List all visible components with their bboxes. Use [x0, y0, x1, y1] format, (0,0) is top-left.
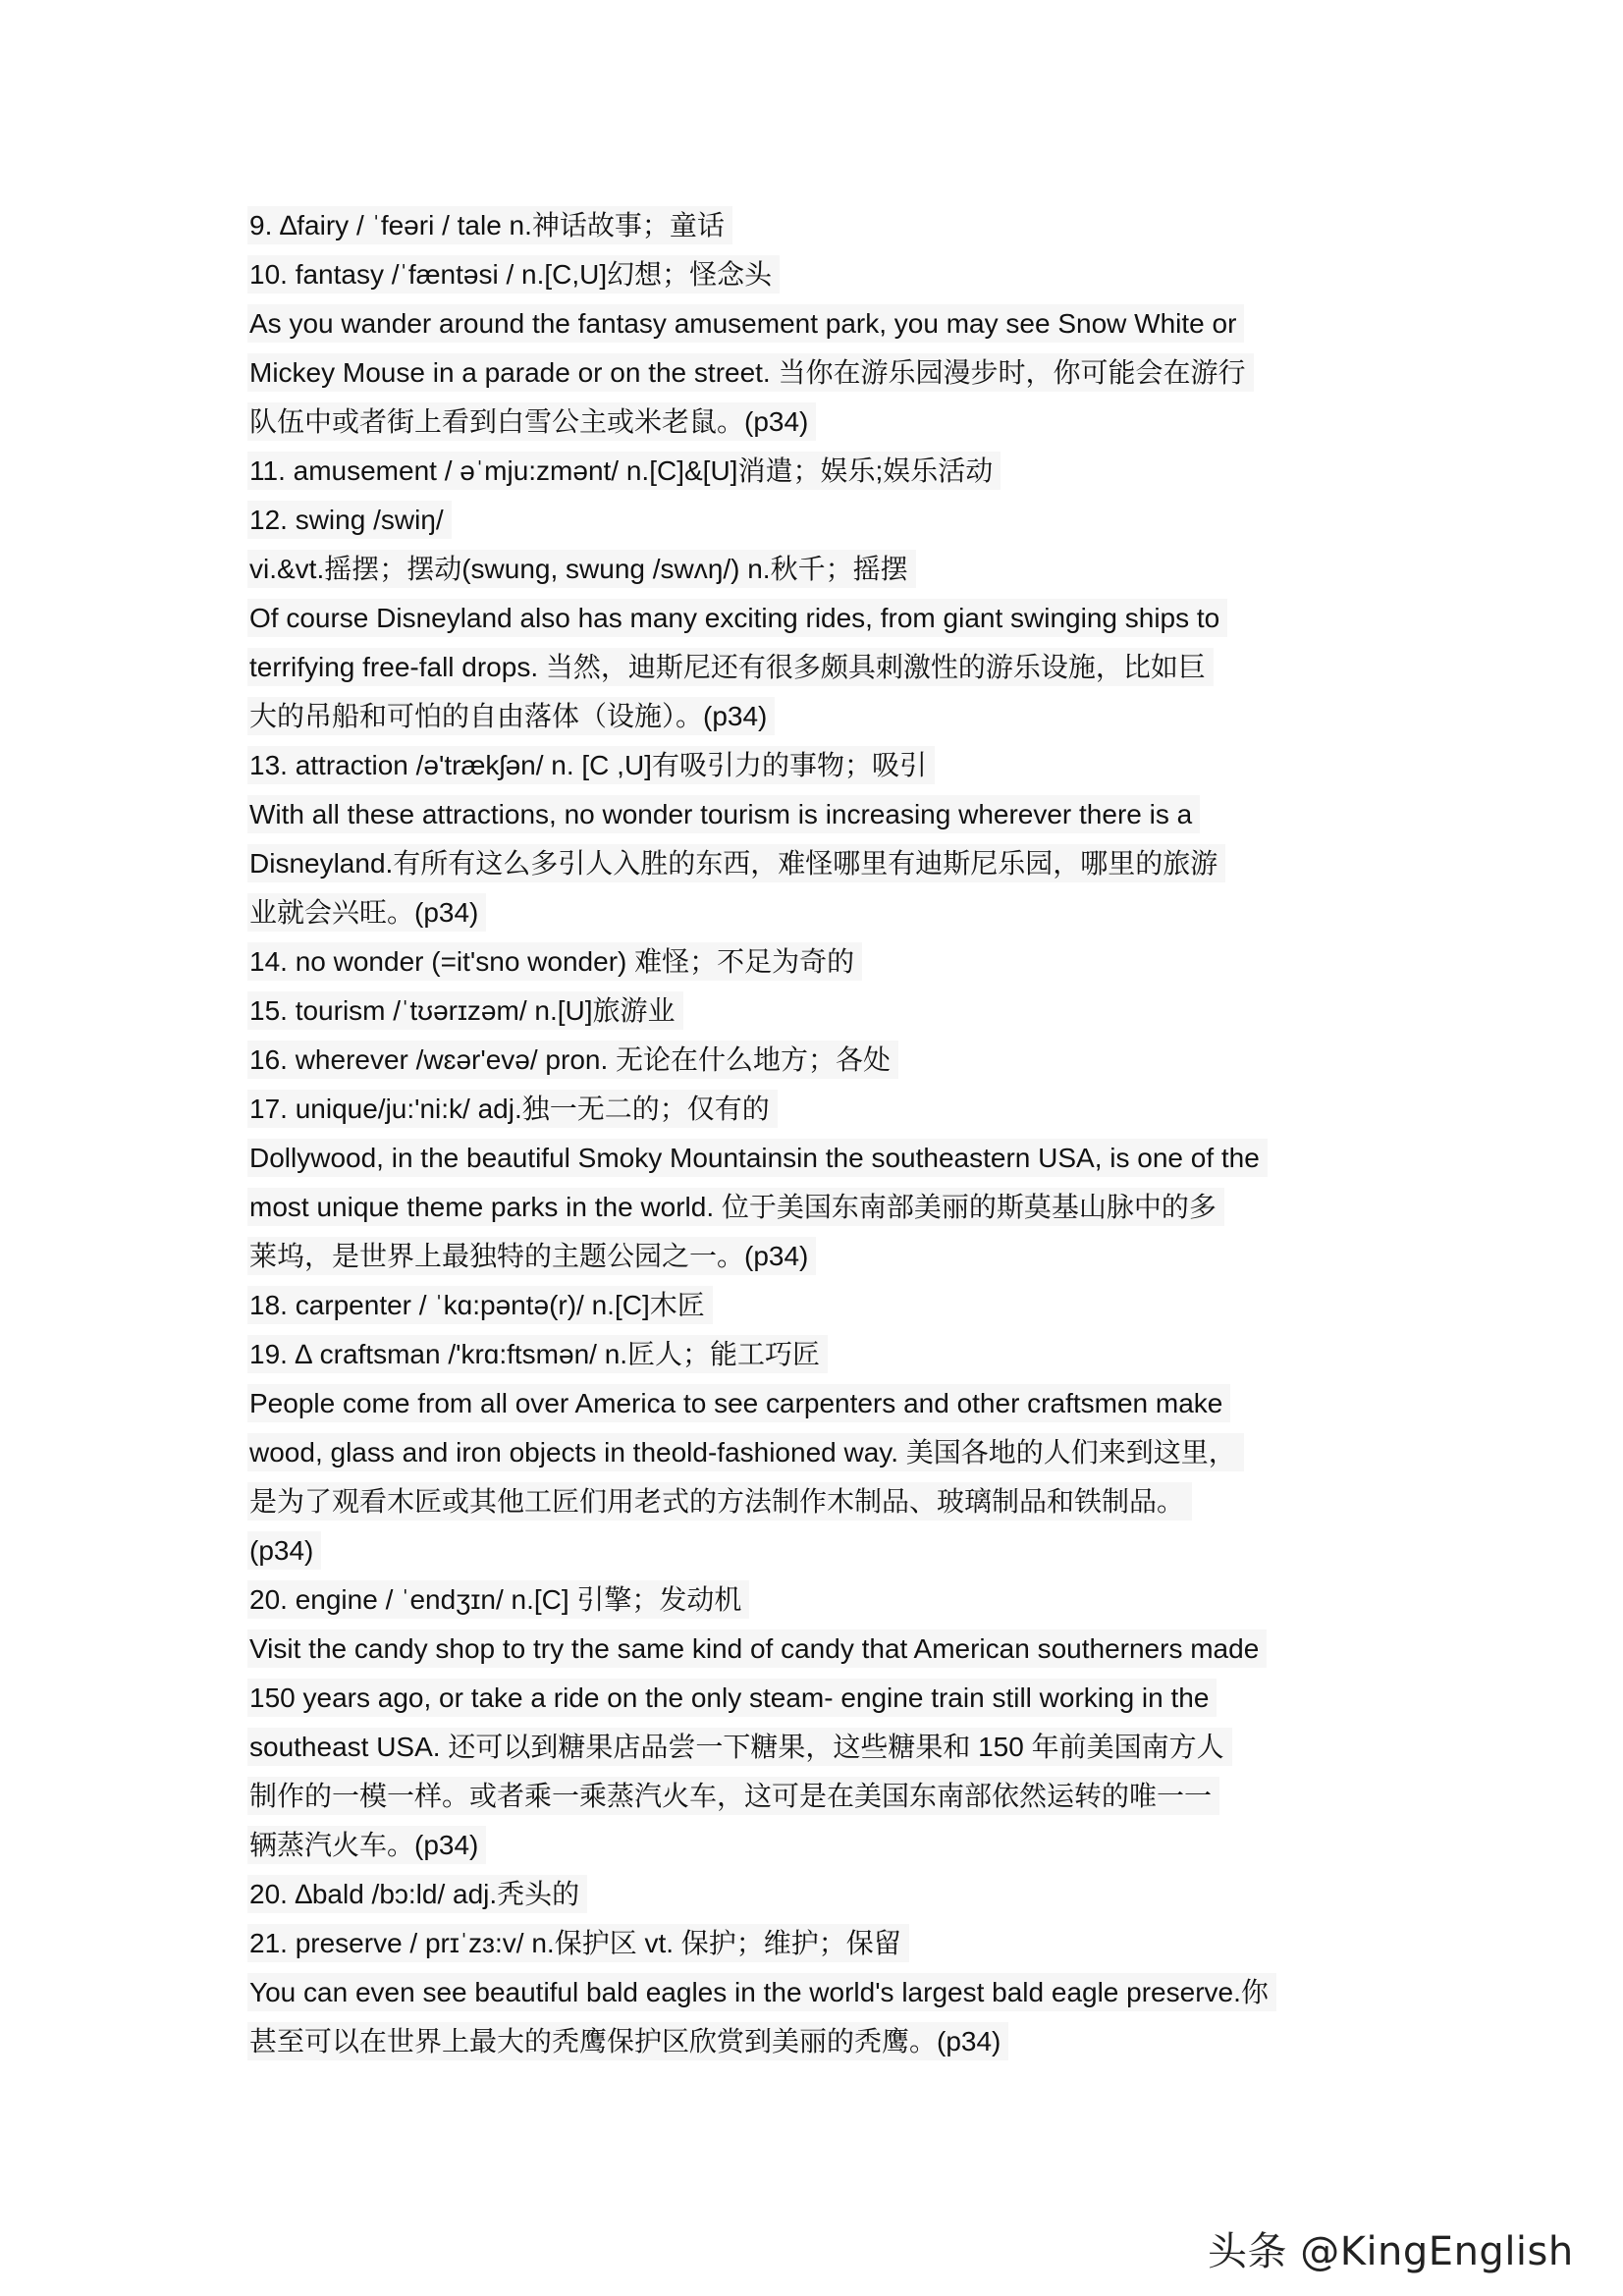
example-sentence-line: Mickey Mouse in a parade or on the street. 当你在游乐园漫步时，你可能会在游行: [247, 348, 1386, 398]
vocab-entry-13: 13. attraction /ə'trækʃən/ n. [C ,U]有吸引力的事物；吸引: [247, 741, 1386, 790]
vocab-entry-11: 11. amusement / əˈmju:zmənt/ n.[C]&[U]消遣；娱乐;娱乐活动: [247, 447, 1386, 496]
example-sentence-line: 业就会兴旺。(p34): [247, 888, 1386, 937]
vocab-definition-line: vi.&vt.摇摆；摆动(swung, swung /swʌŋ/) n.秋千；摇摆: [247, 545, 1386, 594]
example-sentence-line: Disneyland.有所有这么多引人入胜的东西，难怪哪里有迪斯尼乐园，哪里的旅游: [247, 839, 1386, 888]
example-sentence-line: 莱坞，是世界上最独特的主题公园之一。(p34): [247, 1232, 1386, 1281]
example-sentence-line: (p34): [247, 1526, 1386, 1575]
example-sentence-line: 大的吊船和可怕的自由落体（设施）。(p34): [247, 692, 1386, 741]
vocab-entry-19: 19. ∆ craftsman /'krɑ:ftsmən/ n.匠人；能工巧匠: [247, 1330, 1386, 1379]
vocab-entry-14: 14. no wonder (=it'sno wonder) 难怪；不足为奇的: [247, 937, 1386, 987]
vocab-entry-16: 16. wherever /wɛər'evə/ pron. 无论在什么地方；各处: [247, 1036, 1386, 1085]
vocab-entry-20-engine: 20. engine / ˈendʒɪn/ n.[C] 引擎；发动机: [247, 1575, 1386, 1625]
vocab-entry-12: 12. swing /swiŋ/: [247, 496, 1386, 545]
example-sentence-line: With all these attractions, no wonder tourism is increasing wherever there is a: [247, 790, 1386, 839]
vocab-entry-21: 21. preserve / prɪˈzɜ:v/ n.保护区 vt. 保护；维护；保留: [247, 1919, 1386, 1968]
vocab-entry-15: 15. tourism /ˈtʊərɪzəm/ n.[U]旅游业: [247, 987, 1386, 1036]
example-sentence-line: terrifying free-fall drops. 当然，迪斯尼还有很多颇具刺激性的游乐设施，比如巨: [247, 643, 1386, 692]
example-sentence-line: As you wander around the fantasy amusement park, you may see Snow White or: [247, 299, 1386, 348]
example-sentence-line: You can even see beautiful bald eagles in the world's largest bald eagle preserve.你: [247, 1968, 1386, 2017]
example-sentence-line: 150 years ago, or take a ride on the only steam- engine train still working in the: [247, 1674, 1386, 1723]
example-sentence-line: southeast USA. 还可以到糖果店品尝一下糖果，这些糖果和 150 年前美国南方人: [247, 1723, 1386, 1772]
example-sentence-line: Visit the candy shop to try the same kind of candy that American southerners made: [247, 1625, 1386, 1674]
example-sentence-line: People come from all over America to see carpenters and other craftsmen make: [247, 1379, 1386, 1428]
watermark: 头条 @KingEnglish: [1208, 2229, 1574, 2274]
vocab-entry-18: 18. carpenter / ˈkɑ:pəntə(r)/ n.[C]木匠: [247, 1281, 1386, 1330]
vocab-entry-9: 9. ∆fairy / ˈfeəri / tale n.神话故事；童话: [247, 201, 1386, 250]
vocab-entry-20-bald: 20. ∆bald /bɔ:ld/ adj.秃头的: [247, 1870, 1386, 1919]
example-sentence-line: 队伍中或者街上看到白雪公主或米老鼠。(p34): [247, 398, 1386, 447]
vocab-entry-10: 10. fantasy /ˈfæntəsi / n.[C,U]幻想；怪念头: [247, 250, 1386, 299]
example-sentence-line: wood, glass and iron objects in theold-fashioned way. 美国各地的人们来到这里，: [247, 1428, 1386, 1477]
example-sentence-line: 甚至可以在世界上最大的秃鹰保护区欣赏到美丽的秃鹰。(p34): [247, 2017, 1386, 2066]
example-sentence-line: Dollywood, in the beautiful Smoky Mountainsin the southeastern USA, is one of the: [247, 1134, 1386, 1183]
vocabulary-page: [247, 201, 1386, 2066]
example-sentence-line: most unique theme parks in the world. 位于美国东南部美丽的斯莫基山脉中的多: [247, 1183, 1386, 1232]
example-sentence-line: Of course Disneyland also has many exciting rides, from giant swinging ships to: [247, 594, 1386, 643]
example-sentence-line: 是为了观看木匠或其他工匠们用老式的方法制作木制品、玻璃制品和铁制品。: [247, 1477, 1386, 1526]
example-sentence-line: 制作的一模一样。或者乘一乘蒸汽火车，这可是在美国东南部依然运转的唯一一: [247, 1772, 1386, 1821]
vocab-entry-17: 17. unique/ju:'ni:k/ adj.独一无二的；仅有的: [247, 1085, 1386, 1134]
example-sentence-line: 辆蒸汽火车。(p34): [247, 1821, 1386, 1870]
